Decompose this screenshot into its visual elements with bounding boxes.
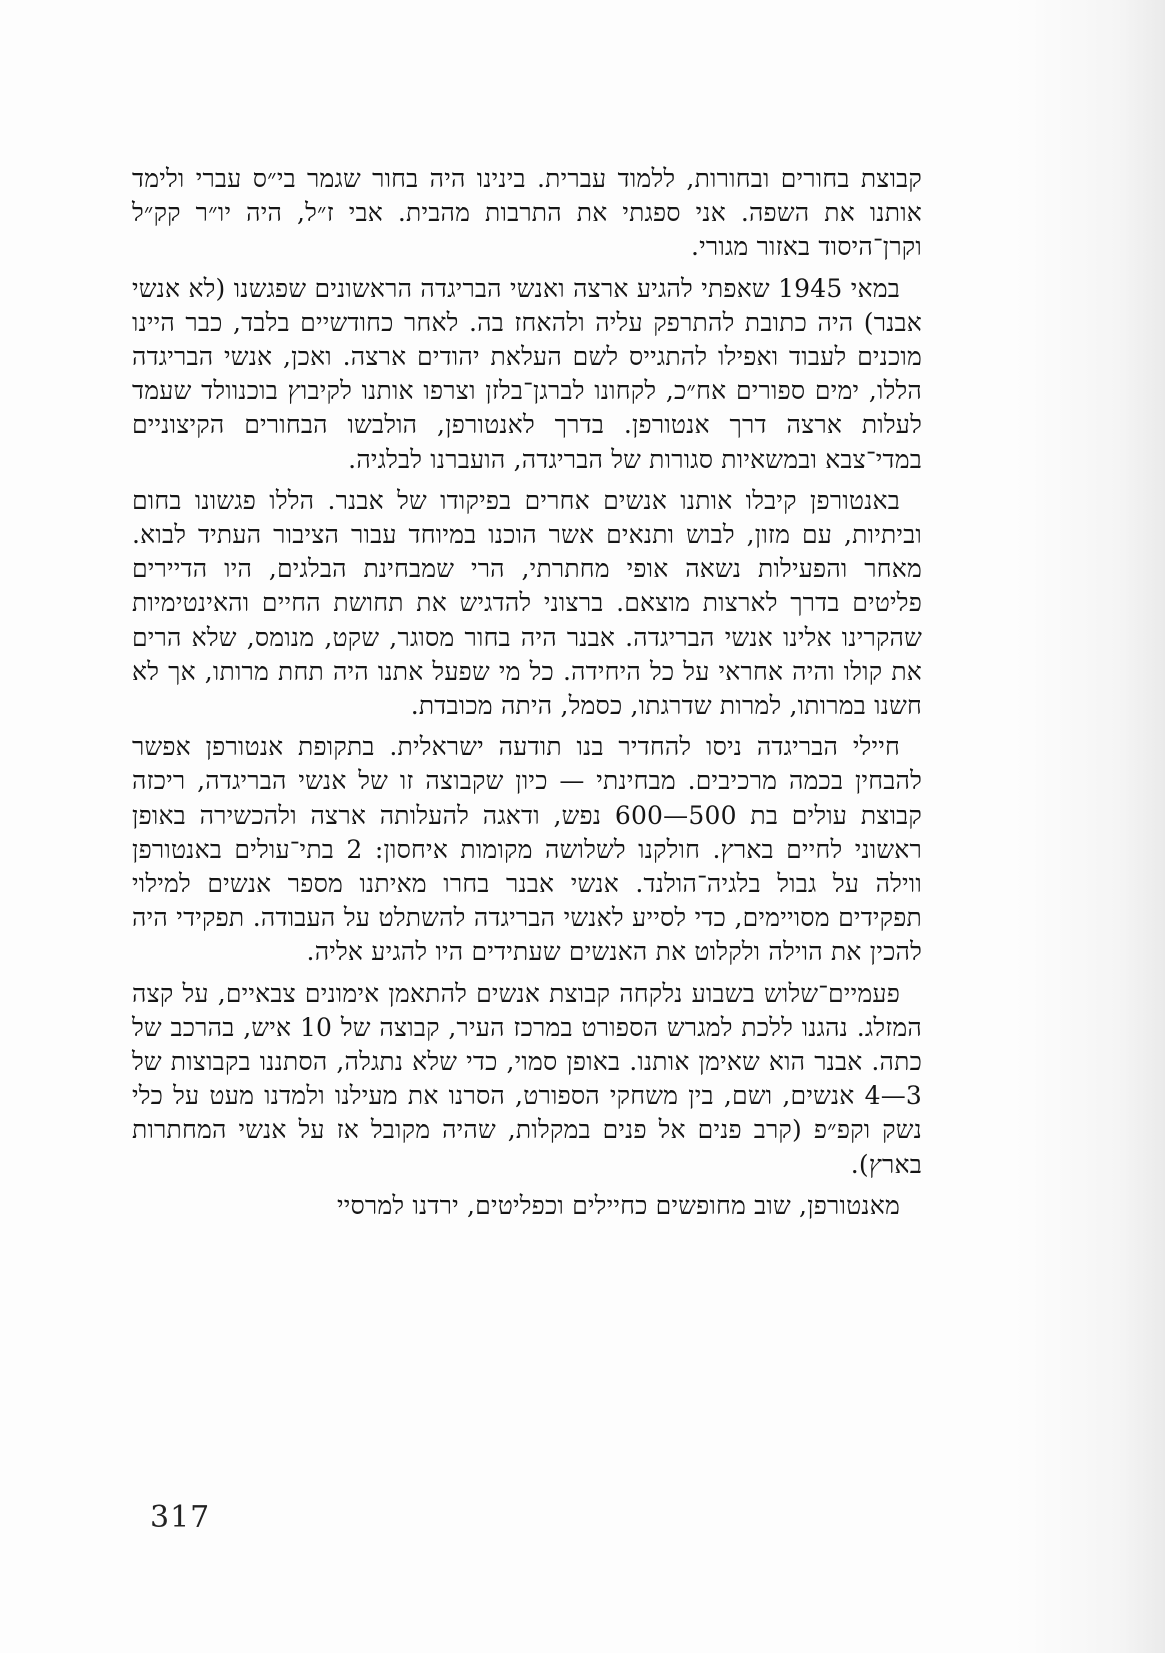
page-number: 317 [150, 1500, 211, 1535]
paragraph-6: מאנטורפן, שוב מחופשים כחיילים וכפליטים, ירדנו למרסיי [337, 1190, 900, 1220]
page-edge-shadow [1015, 0, 1165, 1653]
paragraph-1: קבוצת בחורים ובחורות, ללמוד עברית. בינינו היה בחור שגמר בי״ס עברי ולימד אותנו את השפה. אני ספגתי את התרבות מהבית. אבי ז״ל, היה יו״ר קק״ל וקרן־היסוד באזור מגורי. [132, 164, 922, 262]
paragraph-4: חיילי הבריגדה ניסו להחדיר בנו תודעה ישראלית. בתקופת אנטורפן אפשר להבחין בכמה מרכיבים. מבחינתי — כיון שקבוצה זו של אנשי הבריגדה, ריכזה קבוצת עולים בת 500—600 נפש, ודאגה להעלותה ארצה ולהכשירה באופן ראשוני לחיים בארץ. חולקנו לשלושה מקומות איחסון: 2 בתי־עולים באנטורפן ווילה על גבול בלגיה־הולנד. אנשי אבנר בחרו מאיתנו מספר אנשים למילוי תפקידים מסויימים, כדי לסייע לאנשי הבריגדה להשתלט על העבודה. תפקידי היה להכין את הוילה ולקלוט את האנשים שעתידים היו להגיע אליה. [132, 732, 923, 967]
body-text [132, 162, 922, 1230]
paragraph-3: באנטורפן קיבלו אותנו אנשים אחרים בפיקודו של אבנר. הללו פגשונו בחום וביתיות, עם מזון, לבוש ותנאים אשר הוכנו במיוחד עבור הציבור העתיד לבוא. מאחר והפעילות נשאה אופי מחתרתי, הרי שמבחינת הבלגים, היו הדיירים פליטים בדרך לארצות מוצאם. ברצוני להדגיש את תחושת החיים והאינטימיות שהקרינו אלינו אנשי הבריגדה. אבנר היה בחור מסוגר, שקט, מנומס, שלא הרים את קולו והיה אחראי על כל היחידה. כל מי שפעל אתנו היה תחת מרותו, אך לא חשנו במרותו, למרות שדרגתו, כסמל, היתה מכובדת. [132, 485, 922, 721]
paragraph-2: במאי 1945 שאפתי להגיע ארצה ואנשי הבריגדה הראשונים שפגשנו (לא אנשי אבנר) היה כתובת להתרפק עליה ולהאחז בה. לאחר כחודשיים בלבד, כבר היינו מוכנים לעבוד ואפילו להתגייס לשם העלאת יהודים ארצה. ואכן, אנשי הבריגדה הללו, ימים ספורים אח״כ, לקחונו לברגן־בלזן וצרפו אותנו לקיבוץ בוכנוולד שעמד לעלות ארצה דרך אנטורפן. בדרך לאנטורפן, הולבשו הבחורים הקיצוניים במדי־צבא ובמשאיות סגורות של הבריגדה, הועברנו לבלגיה. [132, 273, 922, 474]
paragraph-5: פעמיים־שלוש בשבוע נלקחה קבוצת אנשים להתאמן אימונים צבאיים, על קצה המזלג. נהגנו ללכת למגרש הספורט במרכז העיר, קבוצה של 10 איש, בהרכב של כתה. אבנר הוא שאימן אותנו. באופן סמוי, כדי שלא נתגלה, הסתננו בקבוצות של 3—4 אנשים, ושם, בין משחקי הספורט, הסרנו את מעילנו ולמדנו מעט על כלי נשק וקפ״פ (קרב פנים אל פנים במקלות, שהיה מקובל אז על אנשי המחתרות בארץ). [132, 978, 922, 1179]
